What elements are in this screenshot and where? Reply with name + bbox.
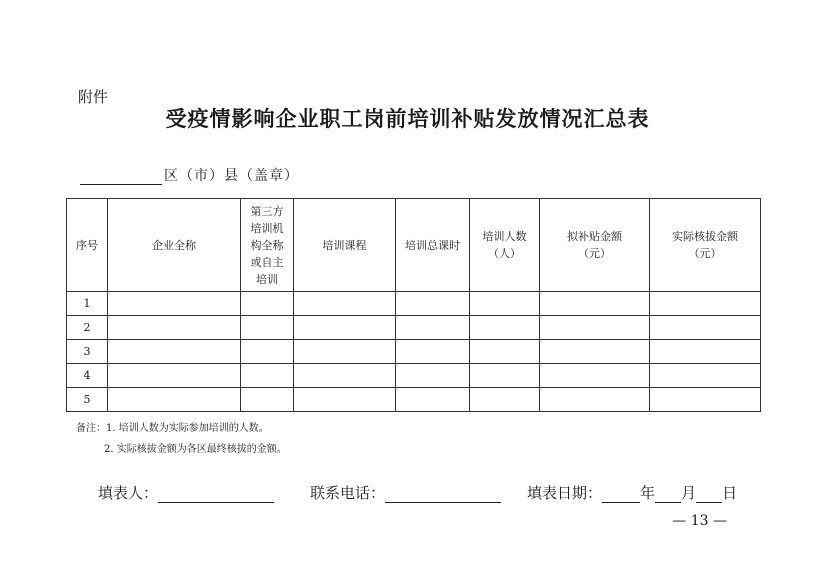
cell-actual-amount[interactable] [650,316,761,340]
row-seq: 3 [67,340,108,364]
year-field[interactable] [602,486,640,503]
cell-actual-amount[interactable] [650,292,761,316]
cell-trainees[interactable] [470,316,540,340]
header-trainees-text: 培训人数（人） [482,230,527,260]
month-field[interactable] [655,486,681,503]
table-row [67,316,761,340]
page-number: — 13 — [672,513,727,529]
cell-company[interactable] [108,340,241,364]
cell-proposed-amount[interactable] [540,316,650,340]
filler-group [98,482,274,503]
summary-table [66,198,761,412]
cell-institution[interactable] [241,316,294,340]
header-trainees [470,199,540,292]
district-blank[interactable] [80,168,162,185]
date-group [527,482,737,503]
cell-proposed-amount[interactable] [540,340,650,364]
phone-group [310,482,501,503]
cell-trainees[interactable] [470,340,540,364]
header-hours: 培训总课时 [396,199,470,292]
notes [76,418,287,460]
filler-field[interactable] [158,486,274,503]
phone-field[interactable] [385,486,501,503]
cell-trainees[interactable] [470,388,540,412]
district-label: 区（市）县（盖章） [164,168,299,184]
header-actual-amount-text: 实际核拔金额（元） [672,230,738,260]
cell-institution[interactable] [241,388,294,412]
cell-course[interactable] [294,340,396,364]
header-course: 培训课程 [294,199,396,292]
header-institution-text: 第三方培训机构全称或自主培训 [250,204,284,286]
cell-company[interactable] [108,388,241,412]
day-label: 日 [722,484,738,502]
cell-trainees[interactable] [470,292,540,316]
cell-proposed-amount[interactable] [540,364,650,388]
cell-company[interactable] [108,364,241,388]
header-institution [241,199,294,292]
phone-label: 联系电话： [310,484,386,502]
day-field[interactable] [696,486,722,503]
note-1: 备注：1. 培训人数为实际参加培训的人数。 [76,423,269,434]
table-row [67,388,761,412]
table-header-row [67,199,761,292]
cell-hours[interactable] [396,340,470,364]
row-seq: 5 [67,388,108,412]
cell-proposed-amount[interactable] [540,292,650,316]
cell-institution[interactable] [241,292,294,316]
header-proposed-amount [540,199,650,292]
district-line [80,165,299,185]
filler-label: 填表人： [98,484,159,502]
header-company: 企业全称 [108,199,241,292]
cell-hours[interactable] [396,316,470,340]
cell-company[interactable] [108,292,241,316]
row-seq: 1 [67,292,108,316]
cell-hours[interactable] [396,388,470,412]
page-title: 受疫情影响企业职工岗前培训补贴发放情况汇总表 [165,106,650,131]
row-seq: 2 [67,316,108,340]
month-label: 月 [681,484,697,502]
cell-course[interactable] [294,292,396,316]
cell-course[interactable] [294,316,396,340]
cell-institution[interactable] [241,340,294,364]
table-row [67,292,761,316]
table-row [67,340,761,364]
row-seq: 4 [67,364,108,388]
cell-company[interactable] [108,316,241,340]
header-proposed-amount-text: 拟补贴金额（元） [567,230,622,260]
cell-course[interactable] [294,364,396,388]
cell-actual-amount[interactable] [650,364,761,388]
cell-proposed-amount[interactable] [540,388,650,412]
note-2: 2. 实际核拔金额为各区最终核拔的金额。 [104,444,287,455]
cell-trainees[interactable] [470,364,540,388]
cell-hours[interactable] [396,292,470,316]
attachment-label: 附件 [78,88,109,106]
cell-course[interactable] [294,388,396,412]
header-seq: 序号 [67,199,108,292]
cell-hours[interactable] [396,364,470,388]
date-label: 填表日期： [527,484,603,502]
year-label: 年 [640,484,656,502]
header-actual-amount [650,199,761,292]
cell-actual-amount[interactable] [650,388,761,412]
cell-institution[interactable] [241,364,294,388]
table-row [67,364,761,388]
cell-actual-amount[interactable] [650,340,761,364]
footer [98,482,737,503]
